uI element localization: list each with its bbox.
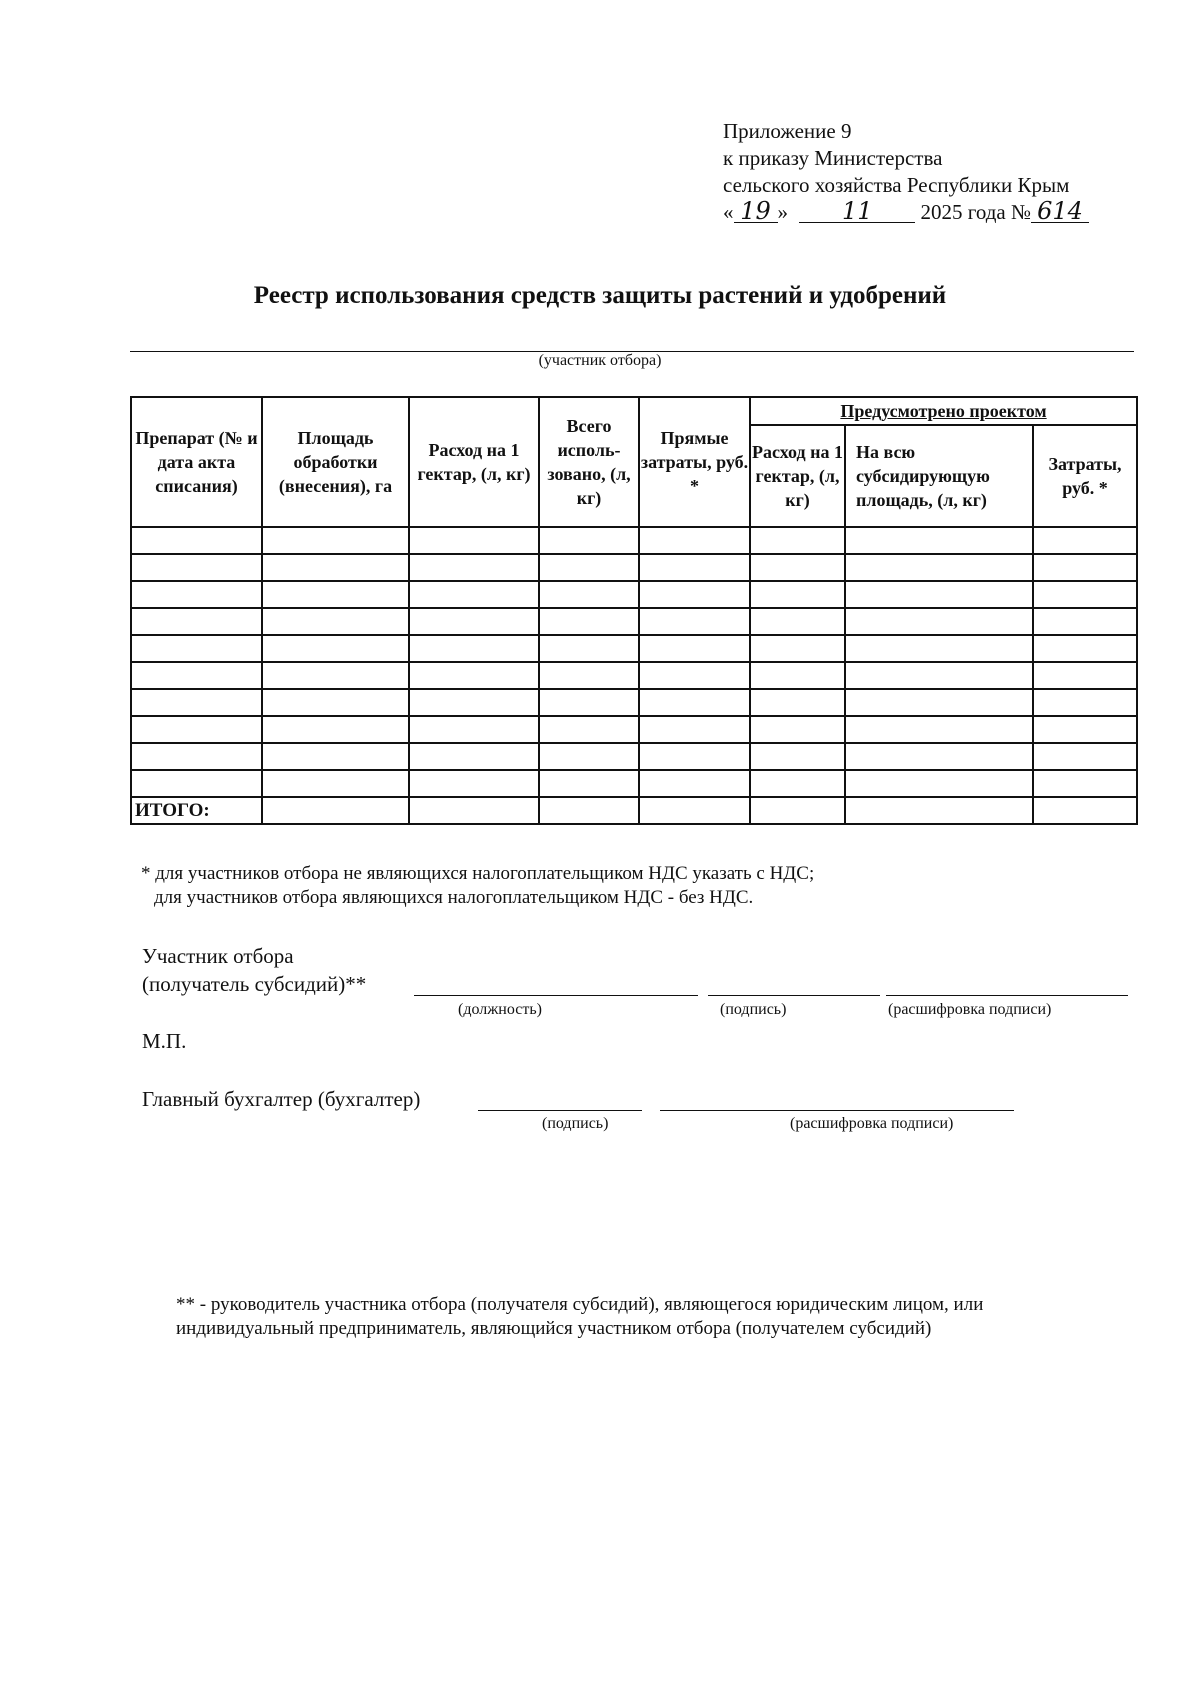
table-cell: [1033, 554, 1137, 581]
footnote-vat-line2: для участников отбора являющихся налогоплательщиком НДС - без НДС.: [154, 887, 754, 908]
table-cell: [750, 689, 845, 716]
table-row: [131, 608, 1137, 635]
footnote-head: [176, 1293, 1136, 1341]
accountant-label: Главный бухгалтер (бухгалтер): [142, 1087, 421, 1111]
table-cell: [845, 689, 1033, 716]
table-cell: [750, 743, 845, 770]
table-cell: [539, 527, 639, 554]
footnote-vat: [141, 862, 814, 910]
table-cell: [845, 581, 1033, 608]
date-month: 11: [799, 200, 915, 223]
table-cell: [131, 770, 262, 797]
table-cell: [1033, 581, 1137, 608]
table-cell: [845, 527, 1033, 554]
col-header-rate-per-hectare: Расход на 1 гектар, (л, кг): [409, 397, 539, 527]
table-row: [131, 689, 1137, 716]
table-cell: [845, 716, 1033, 743]
col-header-project-rate: Расход на 1 гектар, (л, кг): [750, 425, 845, 527]
table-cell: [409, 608, 539, 635]
appendix-date-line: [723, 199, 1089, 226]
table-cell: [262, 635, 409, 662]
table-cell: [409, 716, 539, 743]
table-cell: [1033, 635, 1137, 662]
col-header-project-costs: Затраты, руб. *: [1033, 425, 1137, 527]
table-cell: [845, 554, 1033, 581]
group-header-project: Предусмотрено проектом: [750, 397, 1137, 425]
document-title: Реестр использования средств защиты растений и удобрений: [253, 282, 947, 309]
table-row: [131, 743, 1137, 770]
total-cell: [1033, 797, 1137, 824]
table-cell: [539, 770, 639, 797]
participant-caption: (участник отбора): [538, 352, 662, 369]
accountant-decoding-line: [660, 1110, 1014, 1111]
caption-signature: (подпись): [720, 1001, 787, 1018]
table-cell: [131, 743, 262, 770]
table-cell: [262, 662, 409, 689]
appendix-header: [723, 118, 1089, 226]
table-cell: [750, 554, 845, 581]
table-cell: [539, 689, 639, 716]
table-cell: [1033, 743, 1137, 770]
table-cell: [409, 554, 539, 581]
table-cell: [1033, 689, 1137, 716]
table-cell: [750, 527, 845, 554]
table-cell: [262, 527, 409, 554]
total-cell: [639, 797, 750, 824]
table-cell: [750, 662, 845, 689]
stamp-label: М.П.: [142, 1029, 187, 1053]
table-row: [131, 770, 1137, 797]
col-header-direct-costs: Прямые затраты, руб. *: [639, 397, 750, 527]
participant-label: Участник отбора: [142, 944, 294, 968]
date-year-text: 2025 года №: [920, 200, 1032, 224]
table-cell: [539, 716, 639, 743]
table-row: [131, 716, 1137, 743]
order-number: 614: [1031, 200, 1089, 223]
table-cell: [639, 662, 750, 689]
table-cell: [845, 635, 1033, 662]
table-cell: [639, 554, 750, 581]
table-cell: [409, 743, 539, 770]
table-row: [131, 554, 1137, 581]
table-cell: [750, 581, 845, 608]
table-cell: [639, 689, 750, 716]
accountant-signature-line: [478, 1110, 642, 1111]
table-cell: [262, 608, 409, 635]
table-cell: [262, 716, 409, 743]
table-cell: [409, 770, 539, 797]
table-cell: [409, 527, 539, 554]
date-open-quote: «: [723, 200, 734, 224]
table-cell: [1033, 608, 1137, 635]
date-close-quote: »: [777, 200, 788, 224]
table-cell: [639, 581, 750, 608]
table-row: [131, 527, 1137, 554]
register-table: [130, 396, 1138, 825]
table-cell: [639, 635, 750, 662]
table-cell: [131, 716, 262, 743]
table-row: [131, 581, 1137, 608]
table-cell: [639, 716, 750, 743]
accountant-caption-decoding: (расшифровка подписи): [790, 1115, 954, 1132]
participant-role-label: (получатель субсидий)**: [142, 972, 367, 996]
table-cell: [131, 635, 262, 662]
footnote-vat-line1: * для участников отбора не являющихся налогоплательщиком НДС указать с НДС;: [141, 863, 815, 884]
table-cell: [409, 662, 539, 689]
footnote-head-line2: индивидуальный предприниматель, являющийся участником отбора (получателем субсидий): [176, 1318, 932, 1339]
total-label: ИТОГО:: [131, 797, 262, 824]
table-cell: [131, 689, 262, 716]
table-cell: [539, 581, 639, 608]
total-cell: [262, 797, 409, 824]
table-cell: [639, 608, 750, 635]
position-line: [414, 995, 698, 996]
table-cell: [131, 554, 262, 581]
col-header-project-area: На всю субсидирующую площадь, (л, кг): [845, 425, 1033, 527]
table-cell: [131, 608, 262, 635]
col-header-total-used: Всего исполь-зовано, (л, кг): [539, 397, 639, 527]
table-cell: [750, 716, 845, 743]
table-cell: [845, 770, 1033, 797]
table-cell: [1033, 770, 1137, 797]
signature-line: [708, 995, 880, 996]
table-cell: [639, 527, 750, 554]
total-cell: [750, 797, 845, 824]
table-row: [131, 635, 1137, 662]
table-cell: [845, 608, 1033, 635]
table-cell: [131, 581, 262, 608]
table-cell: [409, 689, 539, 716]
total-cell: [845, 797, 1033, 824]
table-cell: [539, 743, 639, 770]
table-cell: [131, 527, 262, 554]
table-cell: [1033, 662, 1137, 689]
date-day: 19: [734, 200, 778, 223]
table-cell: [750, 770, 845, 797]
table-cell: [539, 662, 639, 689]
appendix-number: Приложение 9: [723, 119, 852, 143]
table-cell: [845, 743, 1033, 770]
caption-position: (должность): [458, 1001, 542, 1018]
table-cell: [750, 608, 845, 635]
table-cell: [750, 635, 845, 662]
table-cell: [539, 554, 639, 581]
table-cell: [262, 554, 409, 581]
accountant-caption-signature: (подпись): [542, 1115, 609, 1132]
table-cell: [262, 581, 409, 608]
table-cell: [539, 608, 639, 635]
table-cell: [639, 770, 750, 797]
table-cell: [262, 743, 409, 770]
table-cell: [639, 743, 750, 770]
table-cell: [1033, 716, 1137, 743]
table-cell: [409, 635, 539, 662]
decoding-line: [886, 995, 1128, 996]
col-header-area: Площадь обработки (внесения), га: [262, 397, 409, 527]
table-cell: [131, 662, 262, 689]
caption-decoding: (расшифровка подписи): [888, 1001, 1052, 1018]
table-cell: [262, 770, 409, 797]
appendix-ministry: сельского хозяйства Республики Крым: [723, 173, 1070, 197]
col-header-preparation: Препарат (№ и дата акта списания): [131, 397, 262, 527]
total-cell: [409, 797, 539, 824]
table-cell: [845, 662, 1033, 689]
table-cell: [539, 635, 639, 662]
table-cell: [1033, 527, 1137, 554]
appendix-order-ref: к приказу Министерства: [723, 146, 943, 170]
table-cell: [409, 581, 539, 608]
total-cell: [539, 797, 639, 824]
table-cell: [262, 689, 409, 716]
total-row: [131, 797, 1137, 824]
table-row: [131, 662, 1137, 689]
footnote-head-line1: ** - руководитель участника отбора (получателя субсидий), являющегося юридическим лицом, или: [176, 1294, 984, 1315]
